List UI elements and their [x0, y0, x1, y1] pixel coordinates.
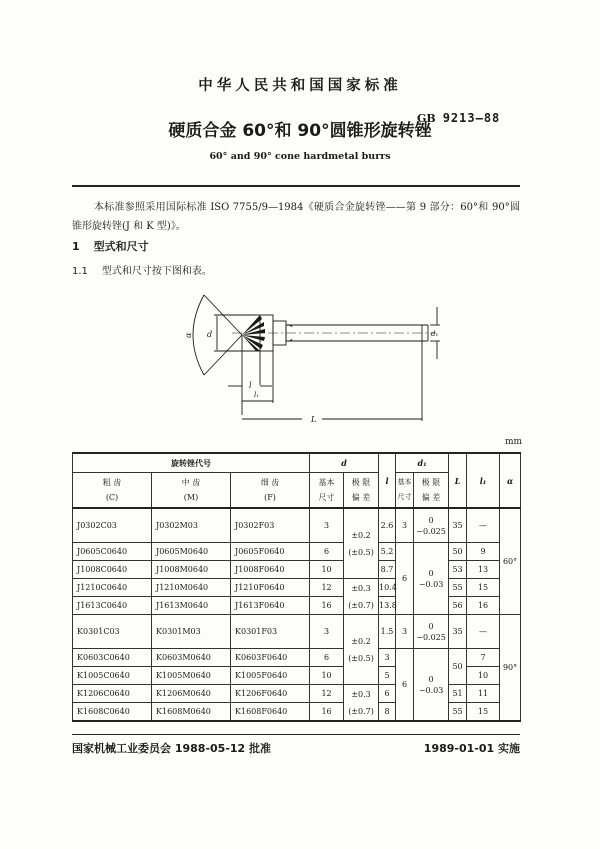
header-L: L	[449, 453, 467, 508]
table-row: J1613C0640 J1613M0640 J1613F0640 16 13.8 56 16	[73, 597, 521, 615]
d-tolerance-large: ±0.3 (±0.7)	[344, 579, 379, 615]
table-row: K1608C0640 K1608M0640 K1608F0640 16 8 55 15	[73, 703, 521, 722]
subsection-number: 1.1	[72, 266, 88, 277]
header-d1-limit: 极 限 偏 差	[414, 473, 449, 509]
d1-deviation-large: 0 −0.03	[414, 543, 449, 615]
header-l1: l₁	[467, 453, 500, 508]
d-tolerance-small: ±0.2 (±0.5)	[344, 508, 379, 579]
table-row: K1206C0640 K1206M0640 K1206F0640 12 ±0.3 (±0.7) 6 51 11	[73, 685, 521, 703]
l1-label: l₁	[254, 391, 260, 399]
header-d1: d₁	[396, 453, 449, 473]
header-code-group: 旋转锉代号	[73, 453, 310, 473]
header-alpha: α	[500, 453, 521, 508]
header-d-limit: 极 限 偏 差	[344, 473, 379, 509]
d1-deviation-large: 0 −0.03	[414, 649, 449, 722]
d-tolerance-large: ±0.3 (±0.7)	[344, 685, 379, 722]
header-rule	[72, 185, 520, 187]
header-d-basic: 基本 尺寸	[310, 473, 344, 509]
L-label: L	[311, 415, 317, 424]
section-title: 型式和尺寸	[93, 240, 149, 253]
d-tolerance-small: ±0.2 (±0.5)	[344, 615, 379, 685]
header-d: d	[310, 453, 379, 473]
table-row: J0605C0640 J0605M0640 J0605F0640 6 5.2 6 0 −0.03 50 9	[73, 543, 521, 561]
effective-date: 1989-01-01 实施	[423, 742, 520, 755]
l-label: l	[249, 381, 252, 390]
approval-line: 国家机械工业委员会 1988-05-12 批准	[72, 742, 272, 755]
alpha-label: α	[184, 332, 193, 338]
table-row: K1005C0640 K1005M0640 K1005F0640 10 5 10	[73, 667, 521, 685]
footer-rule	[72, 734, 520, 735]
header-coarse: 粗 齿 (C)	[73, 473, 152, 509]
table-row: K0301C03 K0301M03 K0301F03 3 ±0.2 (±0.5) 1.5 3 0 −0.025 35 — 90°	[73, 615, 521, 649]
burr-drawing	[180, 285, 440, 435]
table-row: J0302C03 J0302M03 J0302F03 3 ±0.2 (±0.5) 2.6 3 0 −0.025 35 — 60°	[73, 508, 521, 543]
table-row: J1008C0640 J1008M0640 J1008F0640 10 8.7 53 13	[73, 561, 521, 579]
d-label: d	[207, 330, 213, 339]
alpha-j: 60°	[500, 508, 521, 615]
header-medium: 中 齿 (M)	[152, 473, 231, 509]
header-fine: 细 齿 (F)	[231, 473, 310, 509]
alpha-k: 90°	[500, 615, 521, 722]
title-chinese: 硬质合金 60°和 90°圆锥形旋转锉	[168, 121, 432, 141]
subsection-text: 型式和尺寸按下图和表。	[101, 266, 212, 277]
national-standard-heading: 中华人民共和国国家标准	[198, 78, 402, 94]
section-1-heading	[72, 238, 163, 254]
title-english: 60° and 90° cone hardmetal burrs	[209, 151, 391, 162]
table-row: K0603C0640 K0603M0640 K0603F0640 6 3 6 0 −0.03 50 7	[73, 649, 521, 667]
d1-deviation-small: 0 −0.025	[414, 615, 449, 649]
unit-label: mm	[505, 437, 523, 447]
table-row: J1210C0640 J1210M0640 J1210F0640 12 ±0.3 (±0.7) 10.4 55 15	[73, 579, 521, 597]
section-1-1	[72, 262, 226, 277]
dimension-table	[72, 452, 521, 722]
d1-label: d₁	[431, 330, 439, 338]
d1-deviation-small: 0 −0.025	[414, 508, 449, 543]
header-l: l	[379, 453, 396, 508]
intro-paragraph: 本标准参照采用国际标准 ISO 7755/9—1984《硬质合金旋转锉——第 9 部分：60°和 90°圆锥形旋转锉(J 和 K 型)》。	[72, 202, 520, 232]
gb-number: 9213—88	[442, 111, 501, 125]
section-number: 1	[72, 240, 80, 253]
header-d1-basic: 基本 尺寸	[396, 473, 414, 509]
gb-prefix: GB	[417, 112, 436, 125]
